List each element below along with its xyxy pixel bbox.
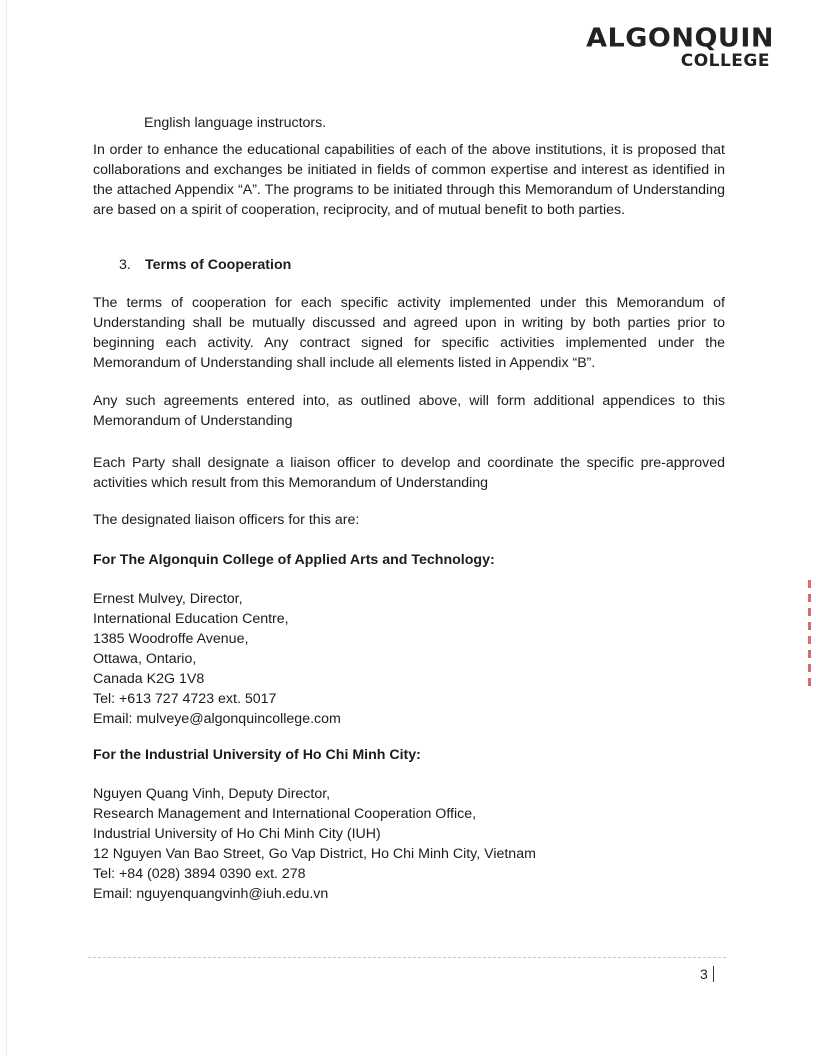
red-stamp-marks [805, 580, 815, 690]
contact-phone: Tel: +84 (028) 3894 0390 ext. 278 [93, 866, 306, 882]
list-item-continuation: English language instructors. [144, 115, 327, 131]
contact-heading-iuh: For the Industrial University of Ho Chi Minh City: [93, 747, 421, 763]
contact-department: International Education Centre, [93, 611, 289, 627]
section-heading-terms [119, 255, 751, 275]
paragraph-liaison: Each Party shall designate a liaison officer to develop and coordinate the specific pre-approved activities which result from this Memorandum of Understanding [93, 455, 725, 491]
section-number: 3. [119, 257, 131, 273]
page-number-bar [713, 966, 714, 982]
page-number-value: 3 [700, 966, 708, 982]
contact-city: Ottawa, Ontario, [93, 651, 197, 667]
contact-street: 1385 Woodroffe Avenue, [93, 631, 249, 647]
section-title: Terms of Cooperation [144, 257, 292, 273]
scan-page-edge [6, 0, 7, 1056]
paragraph-terms: The terms of cooperation for each specific activity implemented under this Memorandum of Understanding shall be mutually discussed and agreed upon in writing by both parties prior to beginning each activity. Any contract signed for specific activities implemented under the Memorandum of Understanding shall include all elements listed in Appendix “B”. [93, 295, 725, 371]
algonquin-college-logo [578, 23, 774, 71]
contact-email: Email: mulveye@algonquincollege.com [93, 711, 341, 727]
paragraph-designated: The designated liaison officers for this are: [93, 512, 360, 528]
contact-institution: Industrial University of Ho Chi Minh City (IUH) [93, 826, 381, 842]
contact-block-algonquin [93, 589, 725, 729]
contact-name: Nguyen Quang Vinh, Deputy Director, [93, 786, 331, 802]
contact-country-postal: Canada K2G 1V8 [93, 671, 205, 687]
contact-department: Research Management and International Cooperation Office, [93, 806, 477, 822]
contact-block-iuh [93, 784, 725, 904]
logo-subtitle: COLLEGE [680, 51, 770, 71]
footer-divider [88, 957, 726, 958]
page-number [700, 966, 714, 982]
paragraph-collaboration: In order to enhance the educational capabilities of each of the above institutions, it is proposed that collaborations and exchanges be initiated in fields of common expertise and interest as identified in the attached Appendix “A”. The programs to be initiated through this Memorandum of Understanding are based on a spirit of cooperation, reciprocity, and of mutual benefit to both parties. [93, 142, 725, 218]
contact-name: Ernest Mulvey, Director, [93, 591, 243, 607]
contact-address: 12 Nguyen Van Bao Street, Go Vap District, Ho Chi Minh City, Vietnam [93, 846, 536, 862]
contact-email: Email: nguyenquangvinh@iuh.edu.vn [93, 886, 329, 902]
contact-phone: Tel: +613 727 4723 ext. 5017 [93, 691, 277, 707]
paragraph-agreements: Any such agreements entered into, as outlined above, will form additional appendices to this Memorandum of Understanding [93, 393, 725, 429]
logo-wordmark: ALGONQUIN [586, 23, 774, 54]
contact-heading-algonquin: For The Algonquin College of Applied Arts and Technology: [93, 552, 495, 568]
